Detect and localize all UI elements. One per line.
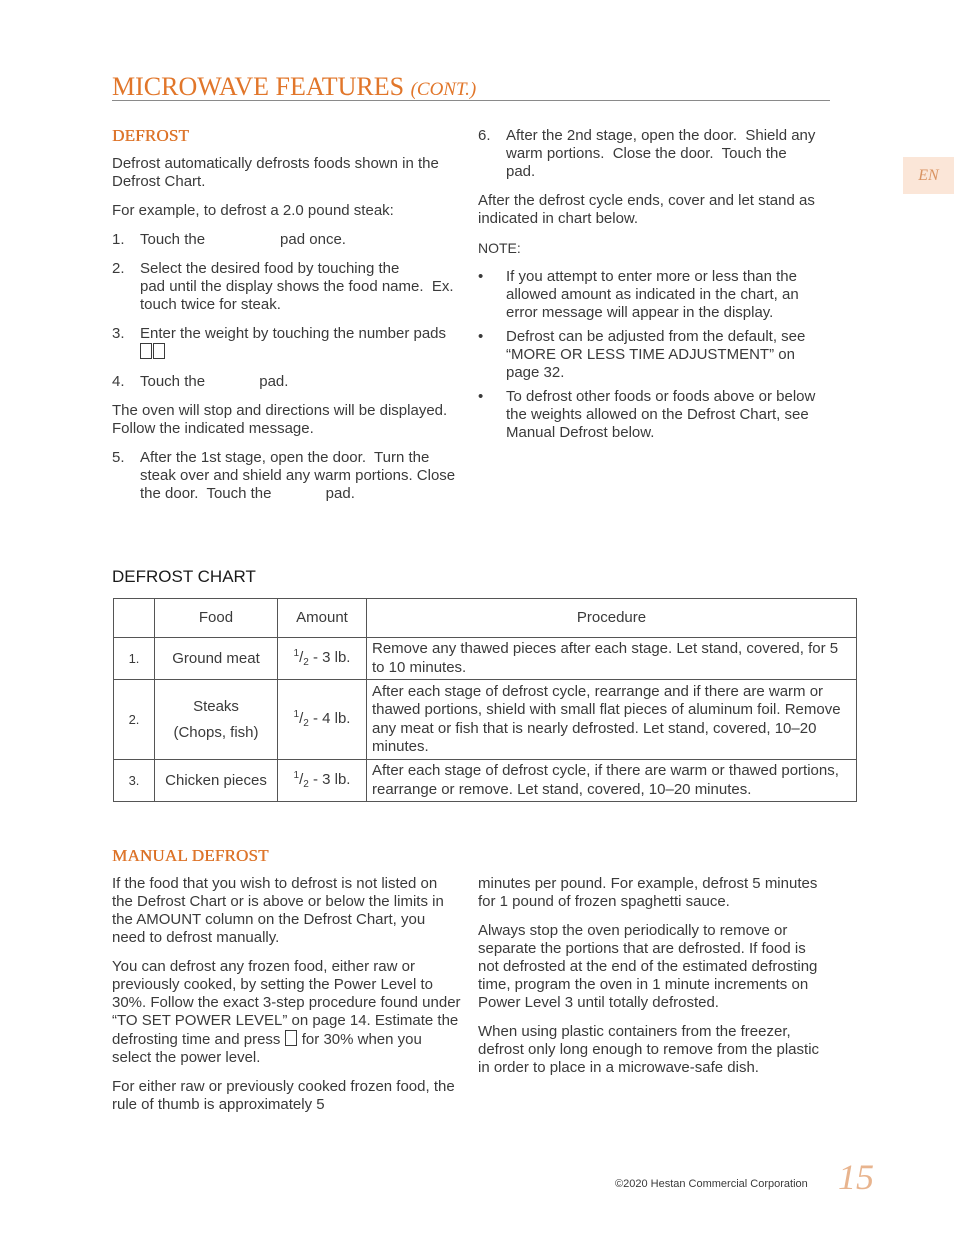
step-number: 2. — [112, 260, 125, 277]
manual-paragraph: If the food that you wish to defrost is not listed on the Defrost Chart or is above or below the limits in the AMOUNT column on the Defrost Chart, you need to defrost manually. — [112, 875, 444, 946]
amount-numerator: 1 — [293, 648, 300, 659]
manual-text: for 30% when you select the power level. — [112, 1031, 422, 1066]
defrost-chart-table — [113, 598, 857, 802]
defrost-step — [112, 373, 462, 391]
defrost-step — [112, 260, 475, 314]
note-text: Defrost can be adjusted from the default, see “MORE OR LESS TIME ADJUSTMENT” on page 32. — [506, 328, 806, 381]
amount-range: - 4 lb. — [308, 710, 351, 727]
defrost-step — [112, 449, 462, 503]
step-number: 1. — [112, 231, 125, 248]
row-number: 2. — [114, 680, 155, 760]
amount-numerator: 1 — [293, 770, 300, 781]
row-food — [155, 760, 278, 802]
row-food — [155, 638, 278, 680]
page-title-suffix: (CONT.) — [410, 79, 477, 100]
row-food — [155, 680, 278, 760]
header-procedure: Procedure — [367, 599, 857, 638]
number-pad-icon — [153, 343, 165, 359]
step-number: 4. — [112, 373, 125, 390]
note-label: NOTE: — [478, 240, 521, 256]
oven-stop-text: The oven will stop and directions will be displayed. Follow the indicated message. — [112, 402, 448, 437]
manual-defrost-heading: MANUAL DEFROST — [112, 846, 269, 865]
defrost-intro: Defrost automatically defrosts foods shown in the Defrost Chart. — [112, 155, 439, 190]
table-header-row — [114, 599, 857, 638]
defrost-step — [478, 127, 841, 181]
defrost-step — [112, 231, 462, 249]
step-text: Select the desired food by touching the pad until the display shows the food name. Ex. touch twice for steak. — [140, 260, 475, 313]
language-tab[interactable]: EN — [903, 157, 954, 194]
number-pad-icons — [140, 344, 166, 361]
row-procedure: Remove any thawed pieces after each stage. Let stand, covered, for 5 to 10 minutes. — [367, 638, 857, 680]
manual-right-column — [478, 875, 830, 1088]
manual-text: You can defrost any frozen food, either raw or previously cooked, by setting the Power Level to 30%. Follow the exact 3-step procedure found under “TO SET POWER LEVEL” on page 14. Estimate the defrosting time and press — [112, 958, 461, 1048]
food-name: Chicken pieces — [165, 771, 267, 789]
amount-range: - 3 lb. — [308, 649, 351, 666]
after-cycle-text: After the defrost cycle ends, cover and let stand as indicated in chart below. — [478, 192, 815, 227]
number-pad-3-icon — [285, 1030, 297, 1046]
step-text: Touch the pad. — [140, 373, 289, 390]
page-number: 15 — [838, 1157, 874, 1197]
manual-paragraph: When using plastic containers from the freezer, defrost only long enough to remove from the plastic in order to place in a microwave-safe dish. — [478, 1023, 820, 1076]
note-text: To defrost other foods or foods above or below the weights allowed on the Defrost Chart, see Manual Defrost below. — [506, 388, 816, 441]
bullet-icon: • — [478, 388, 484, 405]
defrost-heading: DEFROST — [112, 126, 189, 145]
food-name: Steaks — [193, 697, 239, 715]
defrost-step — [112, 325, 462, 362]
defrost-chart-title: DEFROST CHART — [112, 567, 256, 586]
row-number: 3. — [114, 760, 155, 802]
row-amount: $^1/_2 - 3$ lb. — [278, 760, 367, 802]
step-text: After the 2nd stage, open the door. Shield any warm portions. Close the door. Touch the pad. — [506, 127, 841, 180]
row-number: 1. — [114, 638, 155, 680]
header-amount: Amount — [278, 599, 367, 638]
row-amount: $^1/_2 - 3$ lb. — [278, 638, 367, 680]
header-index — [114, 599, 155, 638]
header-food: Food — [155, 599, 278, 638]
amount-denominator: 2 — [303, 718, 309, 729]
note-text: If you attempt to enter more or less than the allowed amount as indicated in the chart, an error message will appear in the display. — [506, 268, 799, 321]
manual-paragraph: Always stop the oven periodically to remove or separate the portions that are defrosted. If food is not defrosted at the end of the estimated defrosting time, program the oven in 1 minute increments on Power Level 3 until totally defrosted. — [478, 922, 818, 1011]
manual-paragraph: minutes per pound. For example, defrost 5 minutes for 1 pound of frozen spaghetti sauce. — [478, 875, 818, 910]
defrost-right-column — [478, 127, 841, 448]
defrost-example: For example, to defrost a 2.0 pound steak: — [112, 202, 394, 219]
step-number: 3. — [112, 325, 125, 342]
step-text: Touch the pad once. — [140, 231, 346, 248]
food-subtitle: (Chops, fish) — [173, 723, 259, 741]
page-title-text: MICROWAVE FEATURES — [112, 72, 405, 101]
amount-range: - 3 lb. — [308, 771, 351, 788]
step-text: After the 1st stage, open the door. Turn the steak over and shield any warm portions. Close the door. Touch the pad. — [140, 449, 460, 502]
step-number: 5. — [112, 449, 125, 466]
copyright-text: ©2020 Hestan Commercial Corporation — [615, 1178, 808, 1190]
table-row — [114, 760, 857, 802]
table-row — [114, 638, 857, 680]
step-text: Enter the weight by touching the number pads — [140, 325, 447, 342]
number-pad-icon — [140, 343, 152, 359]
step-number: 6. — [478, 127, 491, 144]
manual-paragraph — [112, 958, 462, 1067]
manual-paragraph: For either raw or previously cooked frozen food, the rule of thumb is approximately 5 — [112, 1078, 455, 1113]
row-procedure: After each stage of defrost cycle, rearrange and if there are warm or thawed portions, shield with small flat pieces of aluminum foil. Remove any meat or fish that is nearly defrosted. Let stand, covered, 10–20 minutes. — [367, 680, 857, 760]
page-title — [112, 72, 830, 101]
bullet-icon: • — [478, 328, 484, 345]
amount-denominator: 2 — [303, 657, 309, 668]
row-procedure: After each stage of defrost cycle, if there are warm or thawed portions, rearrange or remove. Let stand, covered, 10–20 minutes. — [367, 760, 857, 802]
note-item — [478, 328, 830, 382]
table-row — [114, 680, 857, 760]
manual-left-column — [112, 875, 462, 1125]
bullet-icon: • — [478, 268, 484, 285]
food-name: Ground meat — [172, 649, 260, 667]
note-item — [478, 268, 830, 322]
defrost-left-column — [112, 155, 475, 514]
amount-numerator: 1 — [293, 709, 300, 720]
note-item — [478, 388, 830, 442]
amount-denominator: 2 — [303, 779, 309, 790]
row-amount: $^1/_2 - 4$ lb. — [278, 680, 367, 760]
